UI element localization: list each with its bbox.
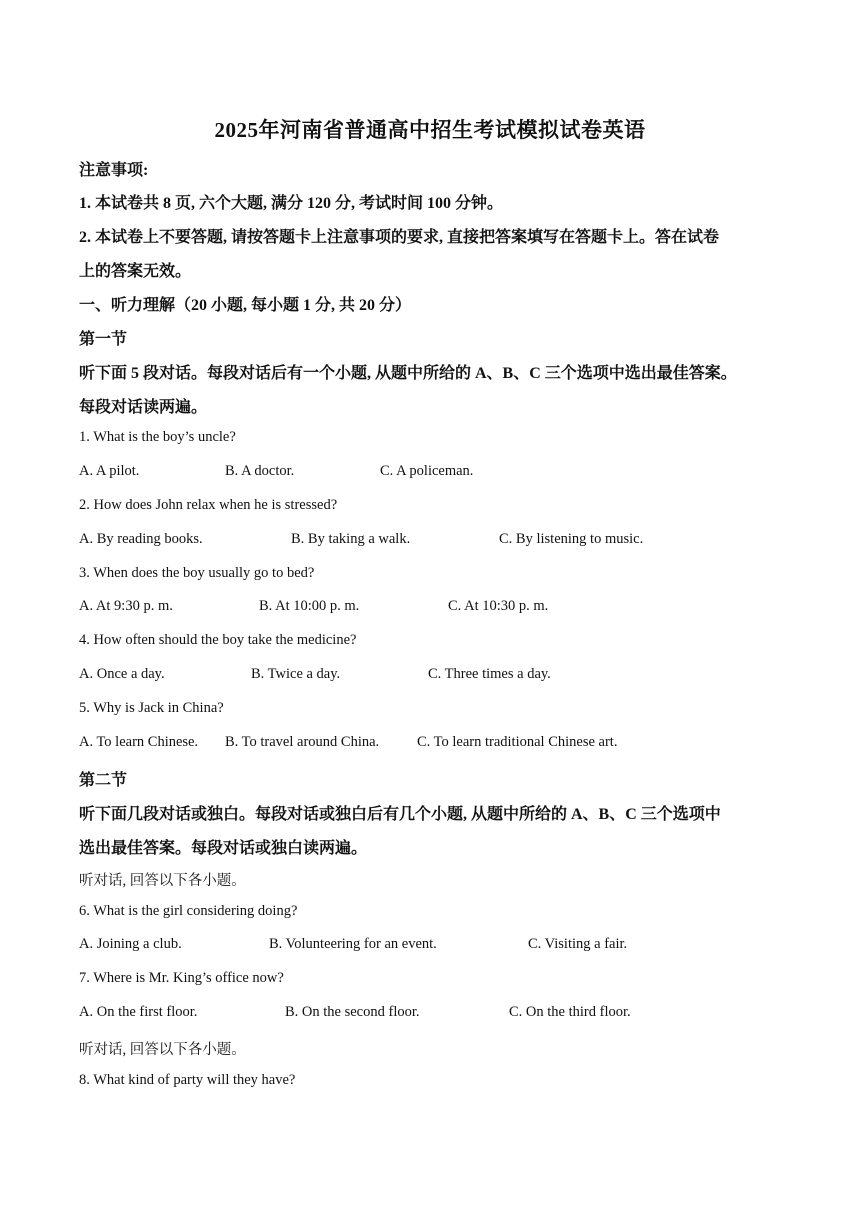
question-6-option-b: B. Volunteering for an event.: [269, 936, 437, 952]
question-6-option-a: A. Joining a club.: [79, 936, 182, 952]
question-2-option-c: C. By listening to music.: [499, 531, 644, 547]
question-4-stem: 4. How often should the boy take the medicine?: [79, 632, 357, 648]
question-5-option-b: B. To travel around China.: [225, 734, 380, 750]
section1-label: 第一节: [79, 331, 128, 348]
question-7-option-c: C. On the third floor.: [509, 1004, 631, 1020]
question-1-option-c: C. A policeman.: [380, 463, 474, 479]
section2-label: 第二节: [79, 772, 128, 789]
question-7-stem: 7. Where is Mr. King’s office now?: [79, 970, 284, 986]
question-3-option-c: C. At 10:30 p. m.: [448, 598, 549, 614]
question-6-stem: 6. What is the girl considering doing?: [79, 903, 298, 919]
question-4-option-b: B. Twice a day.: [251, 666, 341, 682]
question-2-option-a: A. By reading books.: [79, 531, 203, 547]
question-2-stem: 2. How does John relax when he is stressed?: [79, 497, 338, 513]
page-title: 2025年河南省普通高中招生考试模拟试卷英语: [214, 118, 646, 142]
question-7-option-a: A. On the first floor.: [79, 1004, 198, 1020]
question-4-option-a: A. Once a day.: [79, 666, 165, 682]
note-item-2-continued: 上的答案无效。: [79, 263, 192, 280]
question-1-option-b: B. A doctor.: [225, 463, 295, 479]
question-2-option-b: B. By taking a walk.: [291, 531, 411, 547]
question-8-stem: 8. What kind of party will they have?: [79, 1072, 296, 1088]
question-3-option-b: B. At 10:00 p. m.: [259, 598, 360, 614]
question-4-option-c: C. Three times a day.: [428, 666, 551, 682]
notes-heading: 注意事项:: [79, 162, 149, 179]
question-6-option-c: C. Visiting a fair.: [528, 936, 628, 952]
question-1-option-a: A. A pilot.: [79, 463, 140, 479]
listen-note-1: 听对话, 回答以下各小题。: [79, 873, 246, 889]
part1-heading: 一、听力理解（20 小题, 每小题 1 分, 共 20 分）: [79, 297, 412, 314]
question-5-option-c: C. To learn traditional Chinese art.: [417, 734, 618, 750]
question-7-option-b: B. On the second floor.: [285, 1004, 420, 1020]
question-3-stem: 3. When does the boy usually go to bed?: [79, 565, 315, 581]
question-5-stem: 5. Why is Jack in China?: [79, 700, 224, 716]
note-item-2: 2. 本试卷上不要答题, 请按答题卡上注意事项的要求, 直接把答案填写在答题卡上。答在试卷: [79, 229, 720, 246]
question-3-option-a: A. At 9:30 p. m.: [79, 598, 173, 614]
section2-instruction-line1: 听下面几段对话或独白。每段对话或独白后有几个小题, 从题中所给的 A、B、C 三个选项中: [79, 806, 721, 823]
question-5-option-a: A. To learn Chinese.: [79, 734, 199, 750]
section1-instruction-line1: 听下面 5 段对话。每段对话后有一个小题, 从题中所给的 A、B、C 三个选项中选出最佳答案。: [79, 365, 737, 382]
section1-instruction-line2: 每段对话读两遍。: [79, 399, 208, 416]
listen-note-2: 听对话, 回答以下各小题。: [79, 1042, 246, 1058]
question-1-stem: 1. What is the boy’s uncle?: [79, 429, 236, 445]
section2-instruction-line2: 选出最佳答案。每段对话或独白读两遍。: [79, 840, 368, 857]
note-item-1: 1. 本试卷共 8 页, 六个大题, 满分 120 分, 考试时间 100 分钟。: [79, 195, 504, 212]
